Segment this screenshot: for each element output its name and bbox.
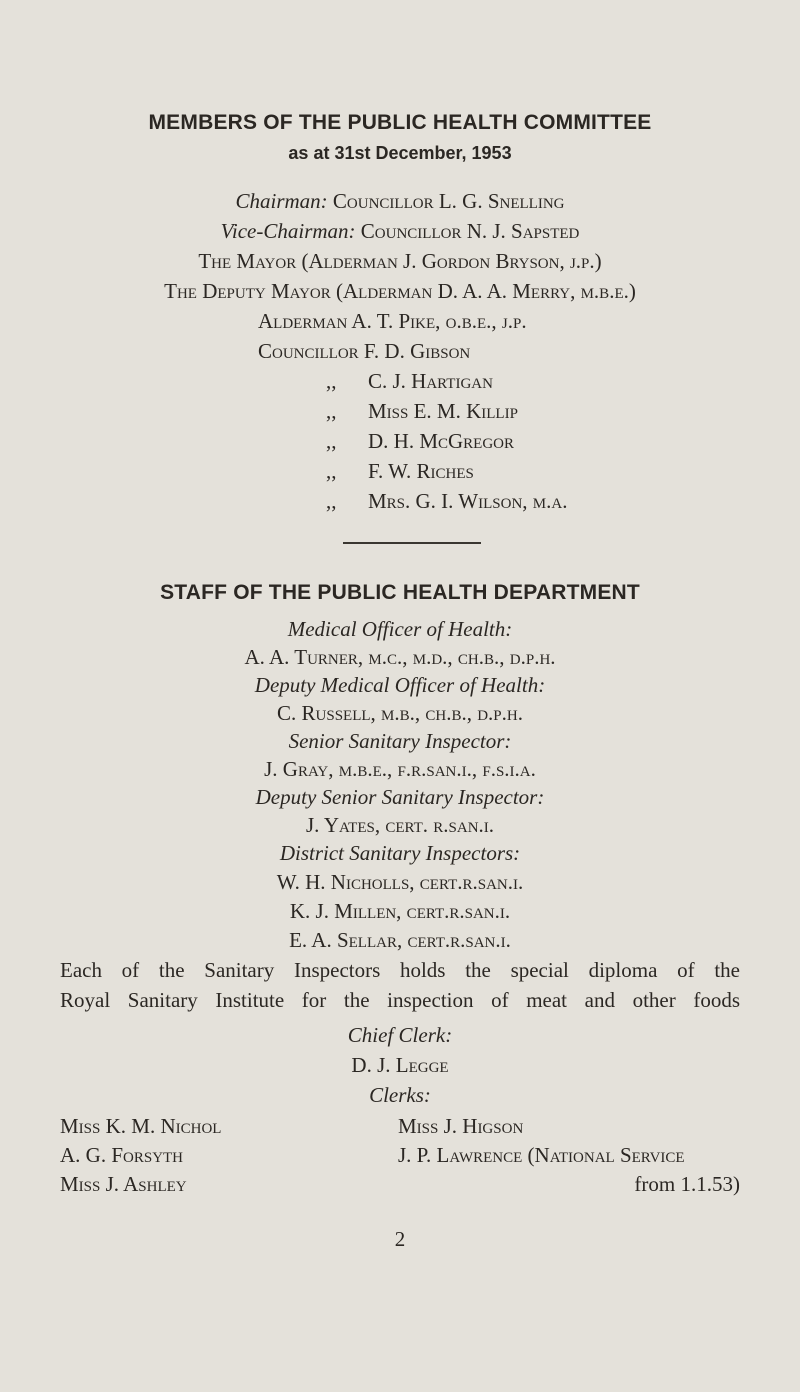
chairman-name: Councillor L. G. Snelling	[332, 189, 565, 213]
councillor-name: Mrs. G. I. Wilson, m.a.	[368, 489, 568, 513]
vice-chairman-role: Vice-Chairman:	[220, 219, 356, 243]
councillor-name: D. H. McGregor	[368, 429, 515, 453]
dssi-role: Deputy Senior Sanitary Inspector:	[255, 785, 545, 809]
dmoh-role: Deputy Medical Officer of Health:	[254, 673, 546, 697]
dmoh-name: C. Russell, m.b., ch.b., d.p.h.	[277, 701, 523, 725]
councillor-line: Councillor F. D. Gibson	[258, 339, 471, 363]
ditto-mark: ,,	[326, 489, 337, 513]
clerk-name: Miss J. Ashley	[60, 1172, 187, 1196]
clerks-role: Clerks:	[369, 1083, 431, 1107]
chief-clerk-role: Chief Clerk:	[347, 1023, 453, 1047]
councillor-line	[326, 368, 493, 394]
moh-name: A. A. Turner, m.c., m.d., ch.b., d.p.h.	[244, 645, 556, 669]
vice-chairman-name: Councillor N. J. Sapsted	[360, 219, 580, 243]
dsi-name: K. J. Millen, cert.r.san.i.	[289, 899, 511, 923]
committee-subtitle: as at 31st December, 1953	[288, 143, 512, 163]
dssi-name: J. Yates, cert. r.san.i.	[305, 813, 495, 837]
councillor-name: F. W. Riches	[368, 459, 474, 483]
moh-role: Medical Officer of Health:	[287, 617, 513, 641]
ditto-mark: ,,	[326, 429, 337, 453]
clerk-note: from 1.1.53)	[634, 1172, 740, 1196]
section-divider	[343, 542, 481, 544]
councillor-line	[326, 488, 567, 514]
chief-clerk-name: D. J. Legge	[351, 1053, 449, 1077]
ditto-mark: ,,	[326, 369, 337, 393]
clerk-name: Miss J. Higson	[398, 1114, 524, 1138]
ditto-mark: ,,	[326, 459, 337, 483]
diploma-note-line: Royal Sanitary Institute for the inspection of meat and other foods	[60, 988, 740, 1012]
councillor-line	[326, 398, 518, 424]
committee-title: MEMBERS OF THE PUBLIC HEALTH COMMITTEE	[148, 111, 652, 134]
clerk-name: J. P. Lawrence (National Service	[398, 1143, 685, 1167]
dsi-name: E. A. Sellar, cert.r.san.i.	[289, 928, 511, 952]
councillor-line	[326, 428, 514, 454]
page-number: 2	[394, 1227, 406, 1251]
clerk-name: A. G. Forsyth	[60, 1143, 184, 1167]
mayor-line: The Mayor (Alderman J. Gordon Bryson, j.p.)	[198, 249, 602, 273]
staff-title: STAFF OF THE PUBLIC HEALTH DEPARTMENT	[160, 581, 640, 604]
councillor-line	[326, 458, 474, 484]
councillor-name: Miss E. M. Killip	[368, 399, 518, 423]
vice-chairman-line	[0, 218, 800, 244]
alderman-line: Alderman A. T. Pike, o.b.e., j.p.	[258, 309, 527, 333]
councillor-name: C. J. Hartigan	[368, 369, 493, 393]
deputy-mayor-line: The Deputy Mayor (Alderman D. A. A. Merry, m.b.e.)	[164, 279, 636, 303]
ssi-role: Senior Sanitary Inspector:	[288, 729, 512, 753]
clerk-name: Miss K. M. Nichol	[60, 1114, 222, 1138]
chairman-role: Chairman:	[235, 189, 328, 213]
ssi-name: J. Gray, m.b.e., f.r.san.i., f.s.i.a.	[264, 757, 536, 781]
ditto-mark: ,,	[326, 399, 337, 423]
dsi-name: W. H. Nicholls, cert.r.san.i.	[276, 870, 524, 894]
chairman-line	[0, 188, 800, 214]
dsi-role: District Sanitary Inspectors:	[279, 841, 521, 865]
diploma-note-line: Each of the Sanitary Inspectors holds the special diploma of the	[60, 958, 740, 982]
